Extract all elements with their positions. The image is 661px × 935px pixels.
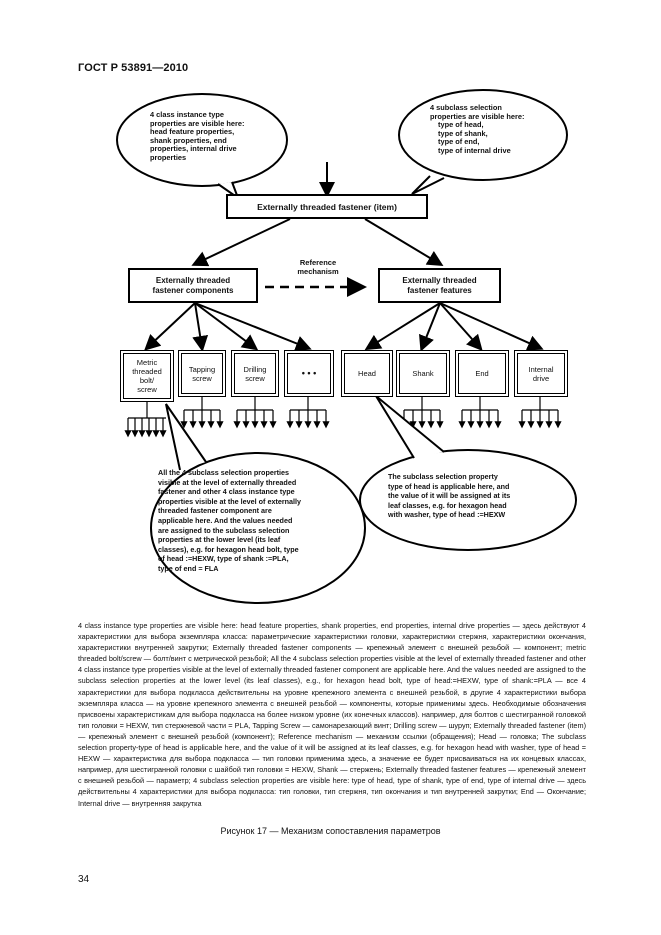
leaf-more: • • • [284, 350, 334, 397]
reference-mechanism-label: Reference mechanism [297, 258, 339, 276]
figure-legend-text: 4 class instance type properties are visible here: head feature properties, shank properties, end properties, internal drive properties — здесь действуют 4 характеристики для выбора экземпляра класса: параметрические характеристики головки, характеристики стержня, характеристики окончания, характеристики внутренней закрутки; Externally threaded fastener components — крепежный элемент с внешней резьбой — компонент; metric threaded bolt/screw — болт/винт с метрической резьбой; All the 4 subclass selection properties visible at the level of externally threaded fastener and other 4 class instance type properties visible at the level of externally threaded fastener component are applicable here. And the values needed are assigned to the subclass selection properties at the lower level (its leaf classes), e.g., for hexagon head bolt, type of head:=HEXW, type of shank:=PLA — все 4 характеристики для выбора подкласса действительны на уровне крепежного элемента с внешней резьбой, в другие 4 характеристики выбора экземпляра класса — на уровне крепежного элемента с внешней резьбой — компоненты, которые применимы здесь. Необходимые обозначения присвоены характеристикам для выбора подкласса на более низком уровне (их конечных классов). например, для болтов с шестигранной головкой тип головки = HEXW, тип стержневой части = PLA, Tapping Screw — самонарезающий винт; Drilling screw — шуруп; Externally threaded fastener (item) — крепежный элемент с внешней резьбой (компонент); Reference mechanism — механизм ссылки (обращения); Head — головка; The subclass selection property-type of head is applicable here, and the value of it will be assigned at its leaf classes, e.g. for hexagon head with washer, type of head = HEXW — характеристика для выбора подкласса — тип головки применима здесь, а значение ее будет присваиваться на их концевых классах, например, для шестигранной головки с шайбой тип головки = HEXW, Shank — стержень; Externally threaded fastener features — крепежный элемент с внешней резьбой — параметр; 4 subclass selection properties are visible here: type of head, type of shank, type of end, type of internal drive — здесь действительны 4 характеристики для выбора подкласса: тип головки, тип стержня, тип окончания и тип внутренней закрутки; End — Окончание; Internal drive — внутренняя закрутка [78, 621, 586, 808]
leaf-fanouts [128, 397, 558, 435]
leaf-tapping-screw: Tapping screw [178, 350, 226, 397]
bubble-top-left-text: 4 class instance type properties are visible here: head feature properties, shank properties, end properties, internal drive properties [150, 110, 245, 162]
leaf-shank: Shank [396, 350, 450, 397]
root-item-box [226, 194, 428, 219]
leaf-head: Head [341, 350, 393, 397]
leaf-drilling-screw: Drilling screw [231, 350, 279, 397]
leaf-metric-bolt: Metric threaded bolt/ screw [120, 350, 174, 402]
bubble-bottom-left-text: All the 4 subclass selection properties visible at the level of externally threaded fastener and other 4 class instance type properties visible at the level of externally threaded fastener component are applicable here. And the values needed are assigned to the subclass selection properties at the lower level (its leaf classes), e.g. for hexagon head bolt, type of head :=HEXW, type of shank :=PLA, type of end = FLA [158, 468, 302, 573]
document-header: ГОСТ Р 53891—2010 [78, 62, 189, 74]
features-box: Externally threaded fastener features [378, 268, 501, 303]
components-box: Externally threaded fastener components [128, 268, 258, 303]
figure-title: Рисунок 17 — Механизм сопоставления параметров [220, 826, 441, 836]
root-item-label: Externally threaded fastener (item) [257, 201, 397, 212]
page-number: 34 [78, 874, 90, 885]
bubble-top-right-text: 4 subclass selection properties are visible here: type of head, type of shank, type of end, type of internal drive [430, 103, 525, 155]
bubble-bottom-right-text: The subclass selection property type of head is applicable here, and the value of it will be assigned at its leaf classes, e.g. for hexagon head with washer, type of head :=HEXW [388, 472, 511, 520]
leaf-internal-drive: Internal drive [514, 350, 568, 397]
leaf-end: End [455, 350, 509, 397]
